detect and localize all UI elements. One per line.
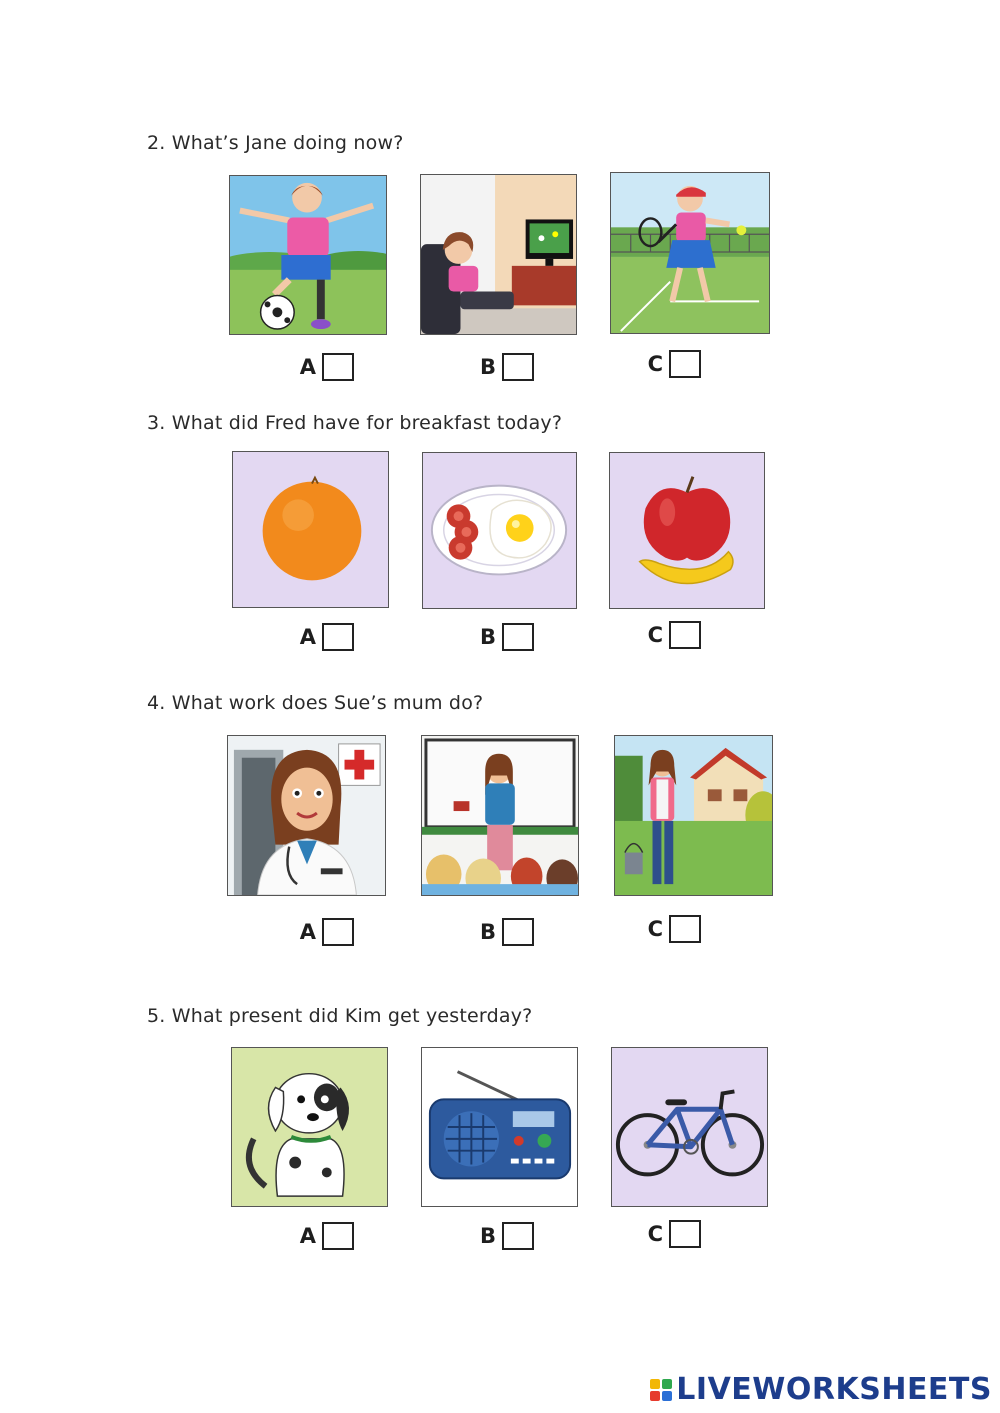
logo-square-green bbox=[662, 1379, 672, 1389]
question-5-title: 5. What present did Kim get yesterday? bbox=[147, 1005, 533, 1027]
doctor-picture bbox=[227, 735, 386, 896]
option-letter: A bbox=[299, 355, 316, 379]
q5-option-a bbox=[298, 1222, 354, 1250]
logo-square-red bbox=[650, 1391, 660, 1401]
option-letter: A bbox=[299, 920, 316, 944]
q3-option-a bbox=[298, 623, 354, 651]
answer-checkbox-q3-a[interactable] bbox=[322, 623, 354, 651]
q4-option-c bbox=[645, 915, 701, 943]
option-letter: B bbox=[479, 920, 496, 944]
logo-square-blue bbox=[662, 1391, 672, 1401]
apple-and-banana-picture bbox=[609, 452, 765, 609]
answer-checkbox-q5-b[interactable] bbox=[502, 1222, 534, 1250]
answer-checkbox-q4-a[interactable] bbox=[322, 918, 354, 946]
puppy-picture bbox=[231, 1047, 388, 1207]
logo-square-yellow bbox=[650, 1379, 660, 1389]
option-letter: C bbox=[647, 917, 663, 941]
option-letter: C bbox=[647, 352, 663, 376]
answer-checkbox-q3-b[interactable] bbox=[502, 623, 534, 651]
q2-option-c bbox=[645, 350, 701, 378]
q3-option-c bbox=[645, 621, 701, 649]
teacher-picture bbox=[421, 735, 579, 896]
girl-watching-tv-picture bbox=[420, 174, 577, 335]
answer-checkbox-q4-b[interactable] bbox=[502, 918, 534, 946]
option-letter: B bbox=[479, 1224, 496, 1248]
option-letter: C bbox=[647, 623, 663, 647]
q4-option-b bbox=[478, 918, 534, 946]
liveworksheets-logo-icon bbox=[650, 1379, 672, 1401]
answer-checkbox-q3-c[interactable] bbox=[669, 621, 701, 649]
option-letter: B bbox=[479, 355, 496, 379]
q3-option-b bbox=[478, 623, 534, 651]
question-4-title: 4. What work does Sue’s mum do? bbox=[147, 692, 484, 714]
orange-picture bbox=[232, 451, 389, 608]
q5-option-c bbox=[645, 1220, 701, 1248]
option-letter: C bbox=[647, 1222, 663, 1246]
brand-name: LIVEWORKSHEETS bbox=[676, 1372, 992, 1407]
answer-checkbox-q5-a[interactable] bbox=[322, 1222, 354, 1250]
option-letter: B bbox=[479, 625, 496, 649]
liveworksheets-logo[interactable] bbox=[650, 1372, 992, 1407]
answer-checkbox-q2-c[interactable] bbox=[669, 350, 701, 378]
answer-checkbox-q2-b[interactable] bbox=[502, 353, 534, 381]
q4-option-a bbox=[298, 918, 354, 946]
girl-playing-tennis-picture bbox=[610, 172, 770, 334]
tomato-and-egg-plate-picture bbox=[422, 452, 577, 609]
q2-option-b bbox=[478, 353, 534, 381]
question-3-title: 3. What did Fred have for breakfast today? bbox=[147, 412, 563, 434]
answer-checkbox-q2-a[interactable] bbox=[322, 353, 354, 381]
q5-option-b bbox=[478, 1222, 534, 1250]
bicycle-picture bbox=[611, 1047, 768, 1207]
answer-checkbox-q4-c[interactable] bbox=[669, 915, 701, 943]
option-letter: A bbox=[299, 1224, 316, 1248]
option-letter: A bbox=[299, 625, 316, 649]
girl-playing-football-picture bbox=[229, 175, 387, 335]
q2-option-a bbox=[298, 353, 354, 381]
question-2-title: 2. What’s Jane doing now? bbox=[147, 132, 404, 154]
farmer-picture bbox=[614, 735, 773, 896]
answer-checkbox-q5-c[interactable] bbox=[669, 1220, 701, 1248]
radio-picture bbox=[421, 1047, 578, 1207]
